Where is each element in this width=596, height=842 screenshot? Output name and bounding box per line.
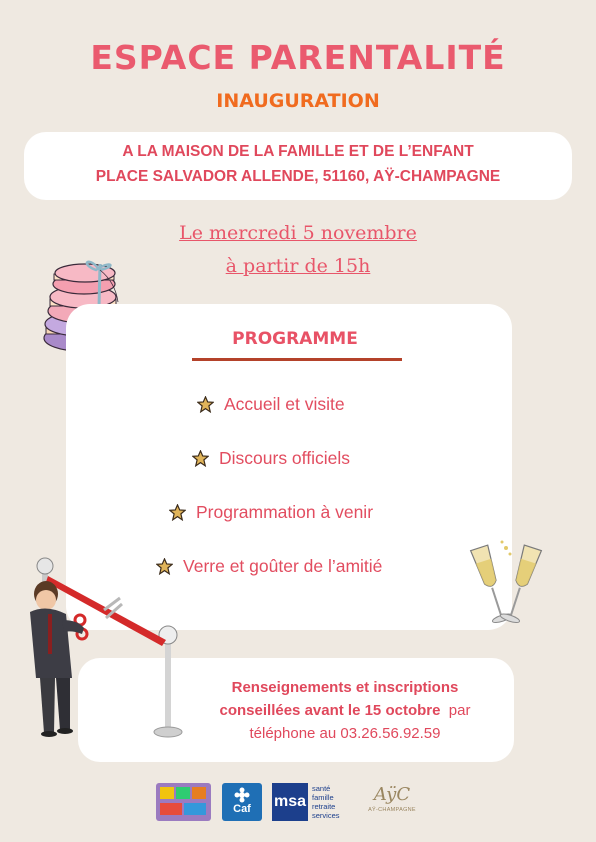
programme-item-label: Accueil et visite	[224, 393, 345, 414]
star-icon	[197, 396, 214, 413]
page-title: ESPACE PARENTALITÉ	[90, 38, 506, 77]
caf-logo-text: Caf	[233, 803, 251, 815]
msa-logo-text-line: santé	[312, 784, 331, 793]
star-icon	[169, 504, 186, 521]
flower-icon	[234, 787, 250, 803]
info-line-2-rest: par	[440, 702, 471, 719]
ay-champagne-logo	[362, 783, 422, 821]
ay-champagne-logo-sub: AŸ-CHAMPAGNE	[368, 807, 416, 813]
programme-item	[197, 392, 345, 416]
msa-logo-text-line: services	[312, 811, 340, 820]
msa-logo-text	[312, 784, 340, 820]
programme-item	[169, 500, 373, 524]
info-line-2	[170, 702, 520, 719]
msa-logo-mark: msa	[272, 783, 308, 821]
programme-title: PROGRAMME	[232, 329, 358, 349]
info-line-2-bold: conseillées avant le 15 octobre	[219, 702, 441, 719]
date-line-2: à partir de 15h	[225, 255, 371, 277]
msa-logo-text-line: retraite	[312, 802, 336, 811]
champagne-glasses-illustration	[462, 538, 552, 634]
programme-item-label: Verre et goûter de l’amitié	[183, 555, 383, 576]
info-line-1	[170, 679, 520, 696]
msa-logo-text-line: famille	[312, 793, 334, 802]
programme-item-label: Discours officiels	[219, 447, 350, 468]
caf-logo	[222, 783, 262, 821]
info-line-3: téléphone au 03.26.56.92.59	[249, 725, 441, 742]
programme-item	[192, 446, 350, 470]
maison-famille-logo	[156, 783, 211, 821]
ribbon-cutting-illustration	[22, 548, 192, 748]
page-subtitle: INAUGURATION	[216, 90, 380, 112]
date-line-1: Le mercredi 5 novembre	[179, 222, 417, 244]
programme-underline	[192, 358, 402, 361]
info-line-1-text: Renseignements et inscriptions	[231, 679, 459, 696]
star-icon	[192, 450, 209, 467]
ay-champagne-logo-mark: AÿC	[373, 784, 411, 805]
msa-logo	[272, 783, 352, 821]
address-line-2: PLACE SALVADOR ALLENDE, 51160, AŸ-CHAMPAGNE	[95, 168, 501, 185]
programme-item-label: Programmation à venir	[196, 501, 374, 522]
address-line-1: A LA MAISON DE LA FAMILLE ET DE L’ENFANT	[122, 143, 474, 160]
